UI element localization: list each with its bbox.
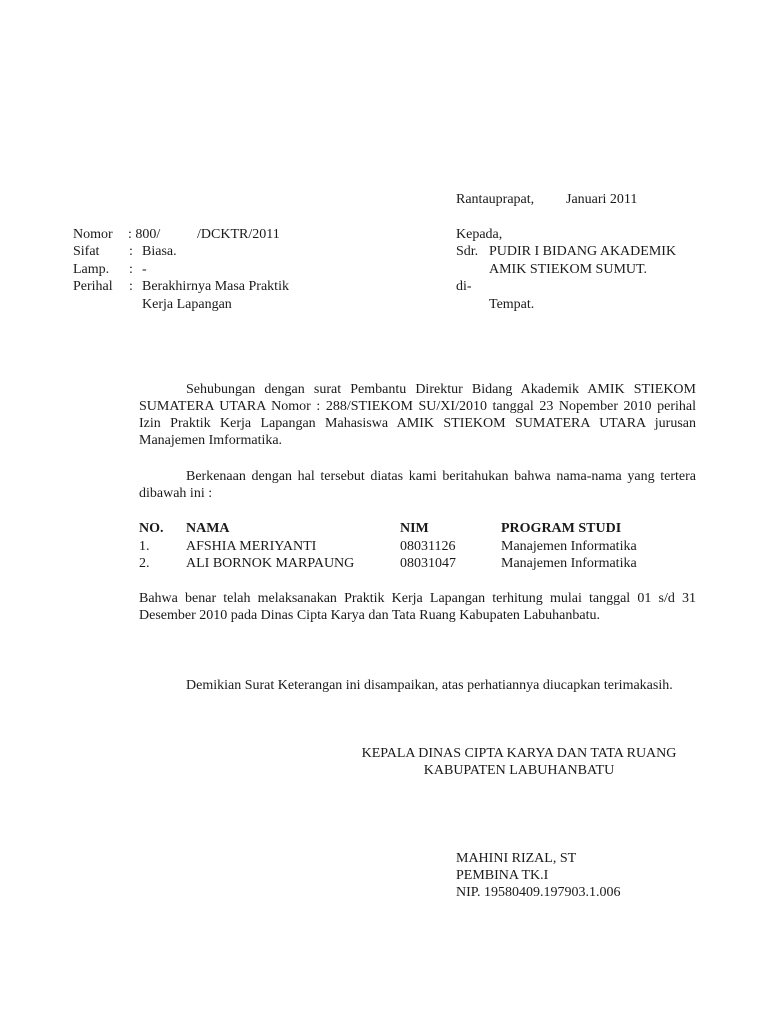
paragraph-2 [139,468,696,502]
meta-sep-nomor: : 800/ [128,227,161,242]
signatory-rank: PEMBINA TK.I [456,868,549,883]
meta-sep-sifat: : [129,244,133,259]
meta-label-nomor: Nomor [73,227,113,242]
meta-label-lamp: Lamp. [73,262,110,277]
paragraph-2-text: Berkenaan dengan hal tersebut diatas kami beritahukan bahwa nama-nama yang tertera dibawah ini : [139,469,696,501]
paragraph-1-text: Sehubungan dengan surat Pembantu Direktur Bidang Akademik AMIK STIEKOM SUMATERA UTARA Nomor : 288/STIEKOM SU/XI/2010 tanggal 23 Nopember 2010 perihal Izin Praktik Kerja Lapangan Mahasiswa AMIK STIEKOM SUMATERA UTARA jurusan Manajemen Imformatika. [139,382,696,448]
paragraph-3-text: Bahwa benar telah melaksanakan Praktik Kerja Lapangan terhitung mulai tanggal 01 s/d 31 Desember 2010 pada Dinas Cipta Karya dan Tata Ruang Kabupaten Labuhanbatu. [139,591,696,623]
place-date: Rantauprapat, [456,192,535,207]
signatory-nip: NIP. 19580409.197903.1.006 [456,885,621,900]
cell-program-studi: Manajemen Informatika [501,556,637,571]
cell-no: 1. [139,539,150,554]
meta-label-perihal: Perihal [73,279,113,294]
meta-sep-lamp: : [129,262,133,277]
cell-nama: AFSHIA MERIYANTI [186,539,317,554]
recipient-di: di- [456,279,472,294]
meta-value-sifat: Biasa. [142,244,177,259]
meta-value-perihal-line2: Kerja Lapangan [142,297,232,312]
month-year: Januari 2011 [566,192,638,207]
cell-program-studi: Manajemen Informatika [501,539,637,554]
recipient-sdr-prefix: Sdr. [456,244,479,259]
meta-label-sifat: Sifat [73,244,100,259]
signature-title-line2: KABUPATEN LABUHANBATU [423,763,615,778]
header-program-studi: PROGRAM STUDI [501,521,622,536]
cell-nim: 08031126 [400,539,456,554]
header-nama: NAMA [186,521,230,536]
paragraph-4-text: Demikian Surat Keterangan ini disampaikan, atas perhatiannya diucapkan terimakasih. [186,678,673,693]
recipient-line1: PUDIR I BIDANG AKADEMIK [489,244,677,259]
paragraph-3 [139,590,696,624]
cell-nim: 08031047 [400,556,456,571]
recipient-line2: AMIK STIEKOM SUMUT. [489,262,648,277]
cell-nama: ALI BORNOK MARPAUNG [186,556,355,571]
signature-title-line1: KEPALA DINAS CIPTA KARYA DAN TATA RUANG [361,746,677,761]
cell-no: 2. [139,556,150,571]
meta-sep-perihal: : [129,279,133,294]
meta-value-lamp: - [142,262,147,277]
paragraph-1 [139,381,696,449]
meta-value-nomor: /DCKTR/2011 [197,227,280,242]
signatory-name: MAHINI RIZAL, ST [456,851,577,866]
recipient-to: Kepada, [456,227,503,242]
recipient-place: Tempat. [489,297,535,312]
header-nim: NIM [400,521,429,536]
header-no: NO. [139,521,164,536]
paragraph-4 [139,677,696,694]
meta-value-perihal: Berakhirnya Masa Praktik [142,279,289,294]
